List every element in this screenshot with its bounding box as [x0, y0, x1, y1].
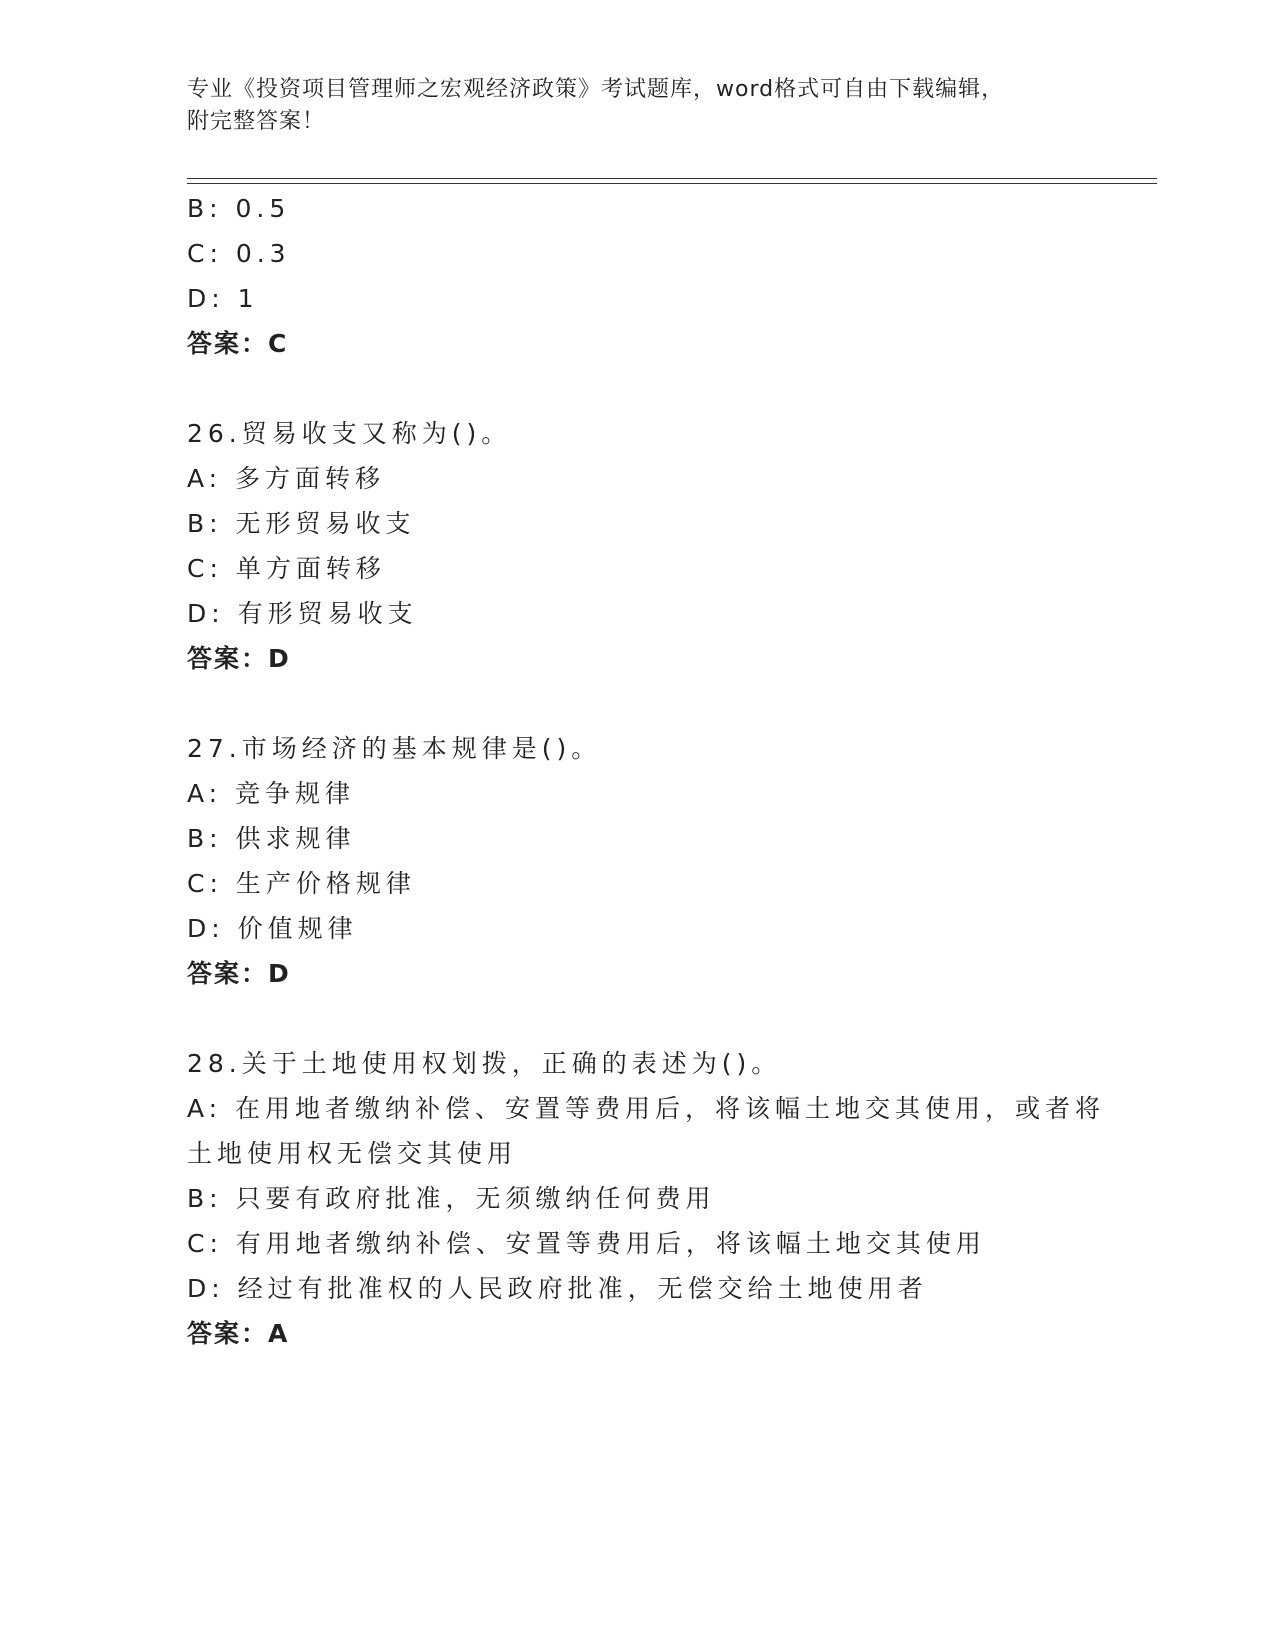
option-c: C: 单方面转移 [187, 554, 386, 583]
option-c: C: 生产价格规律 [187, 869, 416, 898]
header-line-1: 专业《投资项目管理师之宏观经济政策》考试题库，word格式可自由下载编辑， [187, 77, 1005, 102]
answer: 答案：D [187, 959, 291, 988]
option-c: C: 0.3 [187, 239, 291, 268]
question-stem: 28.关于土地使用权划拨，正确的表述为()。 [187, 1049, 782, 1078]
answer: 答案：A [187, 1319, 290, 1348]
option-a: A: 在用地者缴纳补偿、安置等费用后，将该幅土地交其使用，或者将 [187, 1094, 1106, 1123]
header-rule-top [187, 178, 1157, 179]
document-header [187, 74, 1087, 138]
option-b: B: 0.5 [187, 194, 291, 223]
question-stem: 26.贸易收支又称为()。 [187, 419, 512, 448]
header-rule-bottom [187, 183, 1157, 184]
answer: 答案：D [187, 644, 291, 673]
option-d: D: 1 [187, 284, 259, 313]
option-b: B: 无形贸易收支 [187, 509, 416, 538]
option-a: A: 多方面转移 [187, 464, 386, 493]
option-d: D: 经过有批准权的人民政府批准，无偿交给土地使用者 [187, 1274, 928, 1303]
header-line-2: 附完整答案！ [187, 109, 326, 134]
option-a-continued: 土地使用权无偿交其使用 [187, 1139, 518, 1168]
option-d: D: 价值规律 [187, 914, 358, 943]
option-a: A: 竞争规律 [187, 779, 356, 808]
option-c: C: 有用地者缴纳补偿、安置等费用后，将该幅土地交其使用 [187, 1229, 986, 1258]
option-b: B: 只要有政府批准，无须缴纳任何费用 [187, 1184, 716, 1213]
option-d: D: 有形贸易收支 [187, 599, 418, 628]
question-stem: 27.市场经济的基本规律是()。 [187, 734, 602, 763]
option-b: B: 供求规律 [187, 824, 356, 853]
answer: 答案：C [187, 329, 289, 358]
